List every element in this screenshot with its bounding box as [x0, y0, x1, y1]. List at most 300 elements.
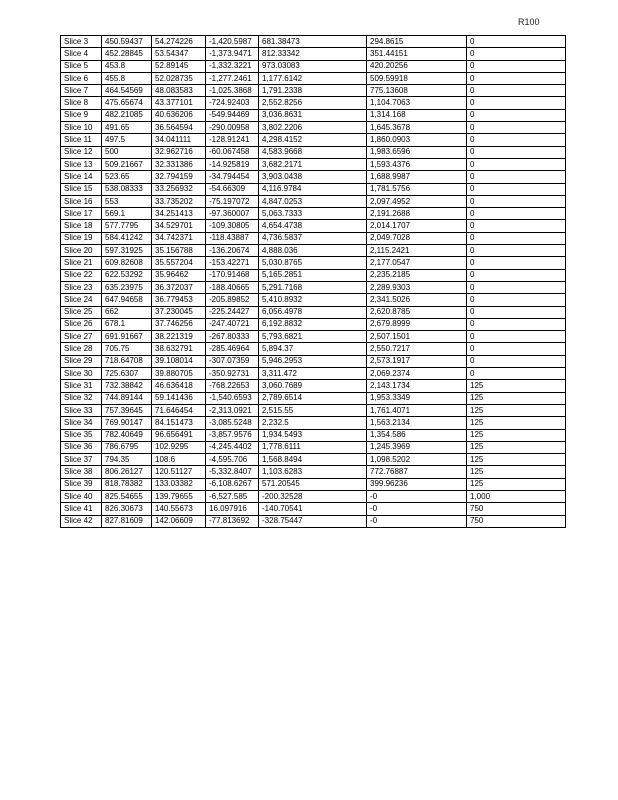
table-cell: 1,778.6111	[259, 441, 367, 453]
table-cell: 577.7795	[102, 220, 152, 232]
table-cell: 681.38473	[259, 36, 367, 48]
table-cell: 0	[467, 269, 566, 281]
table-cell: 3,060.7689	[259, 380, 367, 392]
table-row	[61, 122, 566, 134]
slice-name-cell: Slice 30	[61, 368, 102, 380]
slice-name-cell: Slice 31	[61, 380, 102, 392]
slice-name-cell: Slice 36	[61, 441, 102, 453]
table-cell: 6,056.4978	[259, 306, 367, 318]
table-cell: 36.564594	[152, 122, 206, 134]
slice-name-cell: Slice 21	[61, 257, 102, 269]
table-cell: 826.30673	[102, 503, 152, 515]
table-cell: 744.89144	[102, 392, 152, 404]
table-cell: 351.44151	[367, 48, 467, 60]
table-row	[61, 343, 566, 355]
table-cell: -225.24427	[206, 306, 259, 318]
table-cell: -188.40665	[206, 281, 259, 293]
slice-name-cell: Slice 28	[61, 343, 102, 355]
table-row	[61, 36, 566, 48]
table-cell: 2,515.55	[259, 404, 367, 416]
table-cell: 622.53292	[102, 269, 152, 281]
table-cell: 0	[467, 72, 566, 84]
slice-name-cell: Slice 32	[61, 392, 102, 404]
table-cell: -14.925819	[206, 158, 259, 170]
table-cell: -109.30805	[206, 220, 259, 232]
table-cell: 3,311.472	[259, 368, 367, 380]
table-cell: 5,063.7333	[259, 208, 367, 220]
slice-name-cell: Slice 11	[61, 134, 102, 146]
table-cell: -5,332.8407	[206, 466, 259, 478]
table-cell: 0	[467, 343, 566, 355]
slice-name-cell: Slice 42	[61, 515, 102, 527]
table-cell: -75.197072	[206, 195, 259, 207]
table-cell: 553	[102, 195, 152, 207]
table-cell: 812.33342	[259, 48, 367, 60]
table-cell: 37.746256	[152, 318, 206, 330]
table-cell: 691.91667	[102, 331, 152, 343]
table-cell: 39.880705	[152, 368, 206, 380]
table-cell: 538.08333	[102, 183, 152, 195]
table-cell: 453.8	[102, 60, 152, 72]
slice-table	[60, 35, 566, 528]
table-cell: 0	[467, 208, 566, 220]
table-cell: 0	[467, 97, 566, 109]
table-cell: 2,289.9303	[367, 281, 467, 293]
slice-name-cell: Slice 25	[61, 306, 102, 318]
table-cell: -307.07359	[206, 355, 259, 367]
table-cell: 1,860.0903	[367, 134, 467, 146]
table-cell: 1,934.5493	[259, 429, 367, 441]
table-cell: 43.377101	[152, 97, 206, 109]
slice-name-cell: Slice 3	[61, 36, 102, 48]
page-label: R100	[518, 17, 540, 27]
table-cell: 40.636206	[152, 109, 206, 121]
table-cell: 125	[467, 478, 566, 490]
table-cell: 2,177.0547	[367, 257, 467, 269]
slice-name-cell: Slice 29	[61, 355, 102, 367]
table-cell: 0	[467, 245, 566, 257]
table-cell: 102.9295	[152, 441, 206, 453]
table-cell: 5,030.8765	[259, 257, 367, 269]
table-cell: 1,563.2134	[367, 417, 467, 429]
table-cell: 0	[467, 109, 566, 121]
slice-name-cell: Slice 18	[61, 220, 102, 232]
table-row	[61, 417, 566, 429]
table-cell: 52.028735	[152, 72, 206, 84]
table-cell: 37.230045	[152, 306, 206, 318]
table-cell: 36.372037	[152, 281, 206, 293]
table-cell: 399.96236	[367, 478, 467, 490]
table-cell: 108.6	[152, 454, 206, 466]
table-cell: 125	[467, 441, 566, 453]
table-cell: 973.03083	[259, 60, 367, 72]
table-cell: -0	[367, 515, 467, 527]
table-cell: 3,802.2206	[259, 122, 367, 134]
table-cell: -768.22653	[206, 380, 259, 392]
table-cell: 509.59918	[367, 72, 467, 84]
table-cell: 757.39645	[102, 404, 152, 416]
table-row	[61, 195, 566, 207]
table-cell: 1,953.3349	[367, 392, 467, 404]
table-cell: -2,313.0921	[206, 404, 259, 416]
table-cell: -1,277.2461	[206, 72, 259, 84]
table-cell: 39.108014	[152, 355, 206, 367]
slice-name-cell: Slice 7	[61, 85, 102, 97]
table-cell: -549.94469	[206, 109, 259, 121]
table-cell: 3,036.8631	[259, 109, 367, 121]
table-cell: -54.66309	[206, 183, 259, 195]
table-cell: 38.632791	[152, 343, 206, 355]
table-cell: 294.8615	[367, 36, 467, 48]
table-cell: -724.92403	[206, 97, 259, 109]
slice-table-body	[61, 36, 566, 528]
table-cell: 1,761.4071	[367, 404, 467, 416]
table-cell: 0	[467, 306, 566, 318]
slice-name-cell: Slice 8	[61, 97, 102, 109]
table-cell: 5,946.2953	[259, 355, 367, 367]
table-cell: 1,688.9987	[367, 171, 467, 183]
table-cell: 0	[467, 195, 566, 207]
table-cell: 609.82608	[102, 257, 152, 269]
table-cell: 0	[467, 158, 566, 170]
slice-name-cell: Slice 33	[61, 404, 102, 416]
table-row	[61, 306, 566, 318]
table-row	[61, 171, 566, 183]
slice-name-cell: Slice 24	[61, 294, 102, 306]
table-row	[61, 85, 566, 97]
table-cell: -1,420.5987	[206, 36, 259, 48]
table-cell: 2,232.5	[259, 417, 367, 429]
table-cell: 769.90147	[102, 417, 152, 429]
table-cell: 750	[467, 515, 566, 527]
table-cell: 497.5	[102, 134, 152, 146]
table-row	[61, 503, 566, 515]
table-cell: 5,793.6821	[259, 331, 367, 343]
table-row	[61, 441, 566, 453]
table-cell: 452.28845	[102, 48, 152, 60]
table-cell: 1,568.8494	[259, 454, 367, 466]
table-cell: 6,192.8832	[259, 318, 367, 330]
table-cell: 635.23975	[102, 281, 152, 293]
table-cell: -97.360007	[206, 208, 259, 220]
slice-name-cell: Slice 13	[61, 158, 102, 170]
table-cell: 750	[467, 503, 566, 515]
table-cell: 0	[467, 318, 566, 330]
table-cell: -1,332.3221	[206, 60, 259, 72]
table-cell: 35.156788	[152, 245, 206, 257]
table-row	[61, 368, 566, 380]
table-cell: 0	[467, 48, 566, 60]
table-cell: 3,903.0438	[259, 171, 367, 183]
table-cell: 125	[467, 466, 566, 478]
table-cell: 4,116.9784	[259, 183, 367, 195]
slice-name-cell: Slice 41	[61, 503, 102, 515]
table-cell: 705.75	[102, 343, 152, 355]
table-cell: 53.54347	[152, 48, 206, 60]
table-row	[61, 208, 566, 220]
slice-name-cell: Slice 22	[61, 269, 102, 281]
table-row	[61, 232, 566, 244]
table-cell: -0	[367, 490, 467, 502]
slice-name-cell: Slice 39	[61, 478, 102, 490]
table-row	[61, 380, 566, 392]
table-cell: 0	[467, 368, 566, 380]
table-cell: 420.20256	[367, 60, 467, 72]
table-cell: 54.274226	[152, 36, 206, 48]
table-cell: 584.41242	[102, 232, 152, 244]
table-cell: 120.51127	[152, 466, 206, 478]
slice-name-cell: Slice 26	[61, 318, 102, 330]
table-cell: 5,291.7168	[259, 281, 367, 293]
table-cell: 827.81609	[102, 515, 152, 527]
table-row	[61, 454, 566, 466]
table-cell: -6,527.585	[206, 490, 259, 502]
table-cell: -4,595.706	[206, 454, 259, 466]
table-row	[61, 257, 566, 269]
table-row	[61, 183, 566, 195]
table-cell: 794.35	[102, 454, 152, 466]
table-cell: 523.65	[102, 171, 152, 183]
table-cell: 0	[467, 220, 566, 232]
table-cell: 1,098.5202	[367, 454, 467, 466]
table-cell: 0	[467, 355, 566, 367]
table-row	[61, 97, 566, 109]
table-cell: -128.91241	[206, 134, 259, 146]
table-cell: 491.65	[102, 122, 152, 134]
table-cell: 0	[467, 232, 566, 244]
table-cell: 1,245.3969	[367, 441, 467, 453]
table-cell: 59.141436	[152, 392, 206, 404]
table-row	[61, 331, 566, 343]
table-row	[61, 515, 566, 527]
slice-name-cell: Slice 9	[61, 109, 102, 121]
table-cell: 1,103.6283	[259, 466, 367, 478]
table-cell: -170.91468	[206, 269, 259, 281]
table-cell: 732.38842	[102, 380, 152, 392]
table-row	[61, 466, 566, 478]
table-cell: -136.20674	[206, 245, 259, 257]
table-cell: 4,654.4738	[259, 220, 367, 232]
slice-name-cell: Slice 15	[61, 183, 102, 195]
table-cell: 0	[467, 134, 566, 146]
table-row	[61, 478, 566, 490]
table-cell: 36.779453	[152, 294, 206, 306]
table-row	[61, 392, 566, 404]
table-row	[61, 490, 566, 502]
table-cell: 464.54569	[102, 85, 152, 97]
table-row	[61, 72, 566, 84]
table-cell: -60.067458	[206, 146, 259, 158]
table-cell: -3,085.5248	[206, 417, 259, 429]
table-cell: -200.32528	[259, 490, 367, 502]
slice-name-cell: Slice 34	[61, 417, 102, 429]
table-row	[61, 318, 566, 330]
table-cell: 5,894.37	[259, 343, 367, 355]
table-cell: 4,583.9668	[259, 146, 367, 158]
table-cell: 786.6795	[102, 441, 152, 453]
table-cell: -6,108.6267	[206, 478, 259, 490]
table-cell: 35.96462	[152, 269, 206, 281]
table-cell: 2,049.7028	[367, 232, 467, 244]
table-cell: 1,354.586	[367, 429, 467, 441]
table-cell: 0	[467, 36, 566, 48]
table-cell: -285.46964	[206, 343, 259, 355]
table-cell: 125	[467, 454, 566, 466]
table-cell: 569.1	[102, 208, 152, 220]
table-cell: 475.65674	[102, 97, 152, 109]
table-cell: 133.03382	[152, 478, 206, 490]
table-cell: 0	[467, 281, 566, 293]
table-cell: 1,983.6596	[367, 146, 467, 158]
table-cell: 0	[467, 183, 566, 195]
table-cell: 48.083583	[152, 85, 206, 97]
table-cell: -290.00958	[206, 122, 259, 134]
table-cell: 2,014.1707	[367, 220, 467, 232]
table-cell: 34.041111	[152, 134, 206, 146]
table-cell: 725.6307	[102, 368, 152, 380]
table-cell: 1,781.5756	[367, 183, 467, 195]
table-cell: -1,025.3868	[206, 85, 259, 97]
slice-name-cell: Slice 20	[61, 245, 102, 257]
table-cell: 2,115.2421	[367, 245, 467, 257]
table-cell: 2,550.7217	[367, 343, 467, 355]
table-cell: -328.75447	[259, 515, 367, 527]
table-cell: 678.1	[102, 318, 152, 330]
slice-name-cell: Slice 14	[61, 171, 102, 183]
table-cell: 139.79655	[152, 490, 206, 502]
table-row	[61, 134, 566, 146]
table-cell: 33.256932	[152, 183, 206, 195]
table-cell: 2,069.2374	[367, 368, 467, 380]
table-cell: 3,682.2171	[259, 158, 367, 170]
table-cell: 0	[467, 60, 566, 72]
table-cell: 0	[467, 257, 566, 269]
table-cell: 500	[102, 146, 152, 158]
table-cell: 455.8	[102, 72, 152, 84]
table-row	[61, 60, 566, 72]
table-cell: -4,245.4402	[206, 441, 259, 453]
slice-name-cell: Slice 37	[61, 454, 102, 466]
table-cell: 2,620.8785	[367, 306, 467, 318]
table-row	[61, 269, 566, 281]
table-cell: -267.80333	[206, 331, 259, 343]
table-cell: 647.94658	[102, 294, 152, 306]
table-cell: -3,857.9576	[206, 429, 259, 441]
table-cell: 125	[467, 404, 566, 416]
table-cell: 2,341.5026	[367, 294, 467, 306]
table-cell: 1,314.168	[367, 109, 467, 121]
table-cell: 597.31925	[102, 245, 152, 257]
table-cell: 142.06609	[152, 515, 206, 527]
table-cell: 662	[102, 306, 152, 318]
table-cell: 125	[467, 429, 566, 441]
table-cell: 806.26127	[102, 466, 152, 478]
table-cell: 84.151473	[152, 417, 206, 429]
table-cell: 0	[467, 85, 566, 97]
table-cell: 4,888.036	[259, 245, 367, 257]
table-cell: 718.64708	[102, 355, 152, 367]
slice-name-cell: Slice 6	[61, 72, 102, 84]
table-row	[61, 404, 566, 416]
table-cell: 2,552.8256	[259, 97, 367, 109]
table-cell: -34.794454	[206, 171, 259, 183]
table-cell: 1,791.2338	[259, 85, 367, 97]
table-cell: 4,298.4152	[259, 134, 367, 146]
slice-name-cell: Slice 19	[61, 232, 102, 244]
table-cell: 32.794159	[152, 171, 206, 183]
table-cell: -0	[367, 503, 467, 515]
table-cell: 0	[467, 171, 566, 183]
table-cell: 772.76887	[367, 466, 467, 478]
table-cell: 2,789.6514	[259, 392, 367, 404]
table-cell: -1,540.6593	[206, 392, 259, 404]
table-cell: 125	[467, 417, 566, 429]
table-cell: 33.735202	[152, 195, 206, 207]
table-row	[61, 294, 566, 306]
table-cell: 1,000	[467, 490, 566, 502]
table-cell: -77.813692	[206, 515, 259, 527]
table-row	[61, 220, 566, 232]
table-cell: 1,104.7063	[367, 97, 467, 109]
table-cell: -153.42271	[206, 257, 259, 269]
table-cell: 125	[467, 380, 566, 392]
slice-name-cell: Slice 38	[61, 466, 102, 478]
table-cell: 775.13608	[367, 85, 467, 97]
table-cell: 96.656491	[152, 429, 206, 441]
table-cell: 2,679.8999	[367, 318, 467, 330]
table-cell: 52.89145	[152, 60, 206, 72]
table-cell: 32.962716	[152, 146, 206, 158]
table-cell: 0	[467, 122, 566, 134]
table-cell: 5,165.2851	[259, 269, 367, 281]
table-cell: 34.251413	[152, 208, 206, 220]
table-cell: 16.097916	[206, 503, 259, 515]
table-cell: -1,373.9471	[206, 48, 259, 60]
table-row	[61, 146, 566, 158]
table-cell: 34.742371	[152, 232, 206, 244]
slice-name-cell: Slice 35	[61, 429, 102, 441]
table-cell: 571.20545	[259, 478, 367, 490]
slice-name-cell: Slice 40	[61, 490, 102, 502]
table-cell: 0	[467, 331, 566, 343]
table-row	[61, 109, 566, 121]
slice-name-cell: Slice 4	[61, 48, 102, 60]
slice-name-cell: Slice 12	[61, 146, 102, 158]
slice-name-cell: Slice 23	[61, 281, 102, 293]
table-cell: 125	[467, 392, 566, 404]
table-cell: 32.331386	[152, 158, 206, 170]
slice-name-cell: Slice 17	[61, 208, 102, 220]
table-cell: 35.557204	[152, 257, 206, 269]
table-cell: 5,410.8932	[259, 294, 367, 306]
table-cell: 2,573.1917	[367, 355, 467, 367]
table-row	[61, 158, 566, 170]
table-cell: -118.43887	[206, 232, 259, 244]
table-cell: -140.70541	[259, 503, 367, 515]
table-row	[61, 355, 566, 367]
slice-name-cell: Slice 16	[61, 195, 102, 207]
table-cell: 450.59437	[102, 36, 152, 48]
table-cell: 4,847.0253	[259, 195, 367, 207]
table-cell: 509.21667	[102, 158, 152, 170]
table-cell: 2,235.2185	[367, 269, 467, 281]
table-cell: 34.529701	[152, 220, 206, 232]
table-cell: 2,097.4952	[367, 195, 467, 207]
table-row	[61, 245, 566, 257]
table-cell: 4,736.5837	[259, 232, 367, 244]
table-cell: 482.21085	[102, 109, 152, 121]
table-cell: -350.92731	[206, 368, 259, 380]
